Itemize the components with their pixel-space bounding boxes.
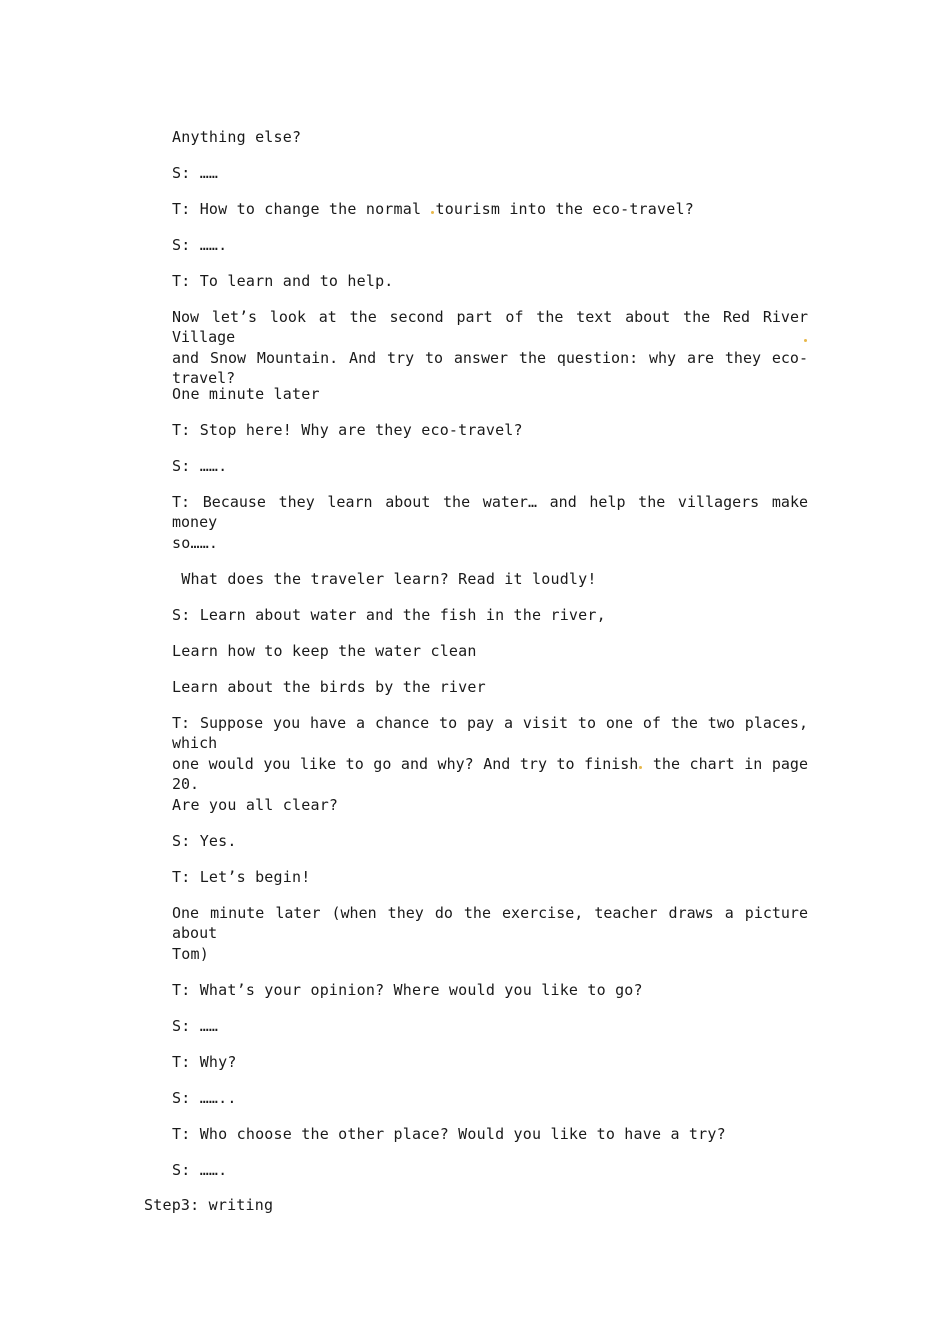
text-line: Tom) (172, 945, 209, 963)
text-line: T: What’s your opinion? Where would you like to go? (172, 981, 643, 999)
text-line (172, 199, 694, 219)
text-line: T: Because they learn about the water… and help the villagers make money (172, 493, 808, 531)
text-line: One minute later (172, 385, 320, 403)
highlight-dot-icon (639, 766, 642, 769)
text-line: and Snow Mountain. And try to answer the question: why are they eco-travel? (172, 349, 808, 387)
highlight-dot-icon (804, 339, 807, 342)
text-line: S: …….. (172, 1089, 237, 1107)
section-heading: Step3: writing (144, 1196, 274, 1214)
text-line (172, 307, 808, 347)
text-line: Learn about the birds by the river (172, 678, 486, 696)
text-line: One minute later (when they do the exercise, teacher draws a picture about (172, 904, 808, 942)
text-line: T: Who choose the other place? Would you like to have a try? (172, 1125, 726, 1143)
text-line: S: ……. (172, 236, 228, 254)
text-line: S: ……. (172, 1161, 228, 1179)
text-line (172, 754, 808, 794)
text-line: T: Let’s begin! (172, 868, 311, 886)
text-line: S: Yes. (172, 832, 237, 850)
text-line: T: Why? (172, 1053, 237, 1071)
text-line: S: …… (172, 164, 219, 182)
text-segment: one would you like to go and why? And try to finish (172, 755, 639, 773)
text-segment: Now let’s look at the second part of the text about the Red River Village (172, 308, 808, 346)
text-line: Are you all clear? (172, 796, 339, 814)
text-line: What does the traveler learn? Read it loudly! (172, 570, 597, 588)
text-line: T: Suppose you have a chance to pay a visit to one of the two places, which (172, 714, 808, 752)
text-line: Learn how to keep the water clean (172, 642, 477, 660)
text-segment: tourism into the eco-travel? (435, 200, 694, 218)
text-line: S: Learn about water and the fish in the river, (172, 606, 606, 624)
text-line: so……. (172, 534, 219, 552)
text-line: S: ……. (172, 457, 228, 475)
text-segment: T: How to change the normal (172, 200, 431, 218)
text-segment: the chart in page 20. (172, 755, 808, 793)
text-line: Anything else? (172, 128, 302, 146)
text-line: S: …… (172, 1017, 219, 1035)
text-line: T: Stop here! Why are they eco-travel? (172, 421, 523, 439)
text-line: T: To learn and to help. (172, 272, 394, 290)
